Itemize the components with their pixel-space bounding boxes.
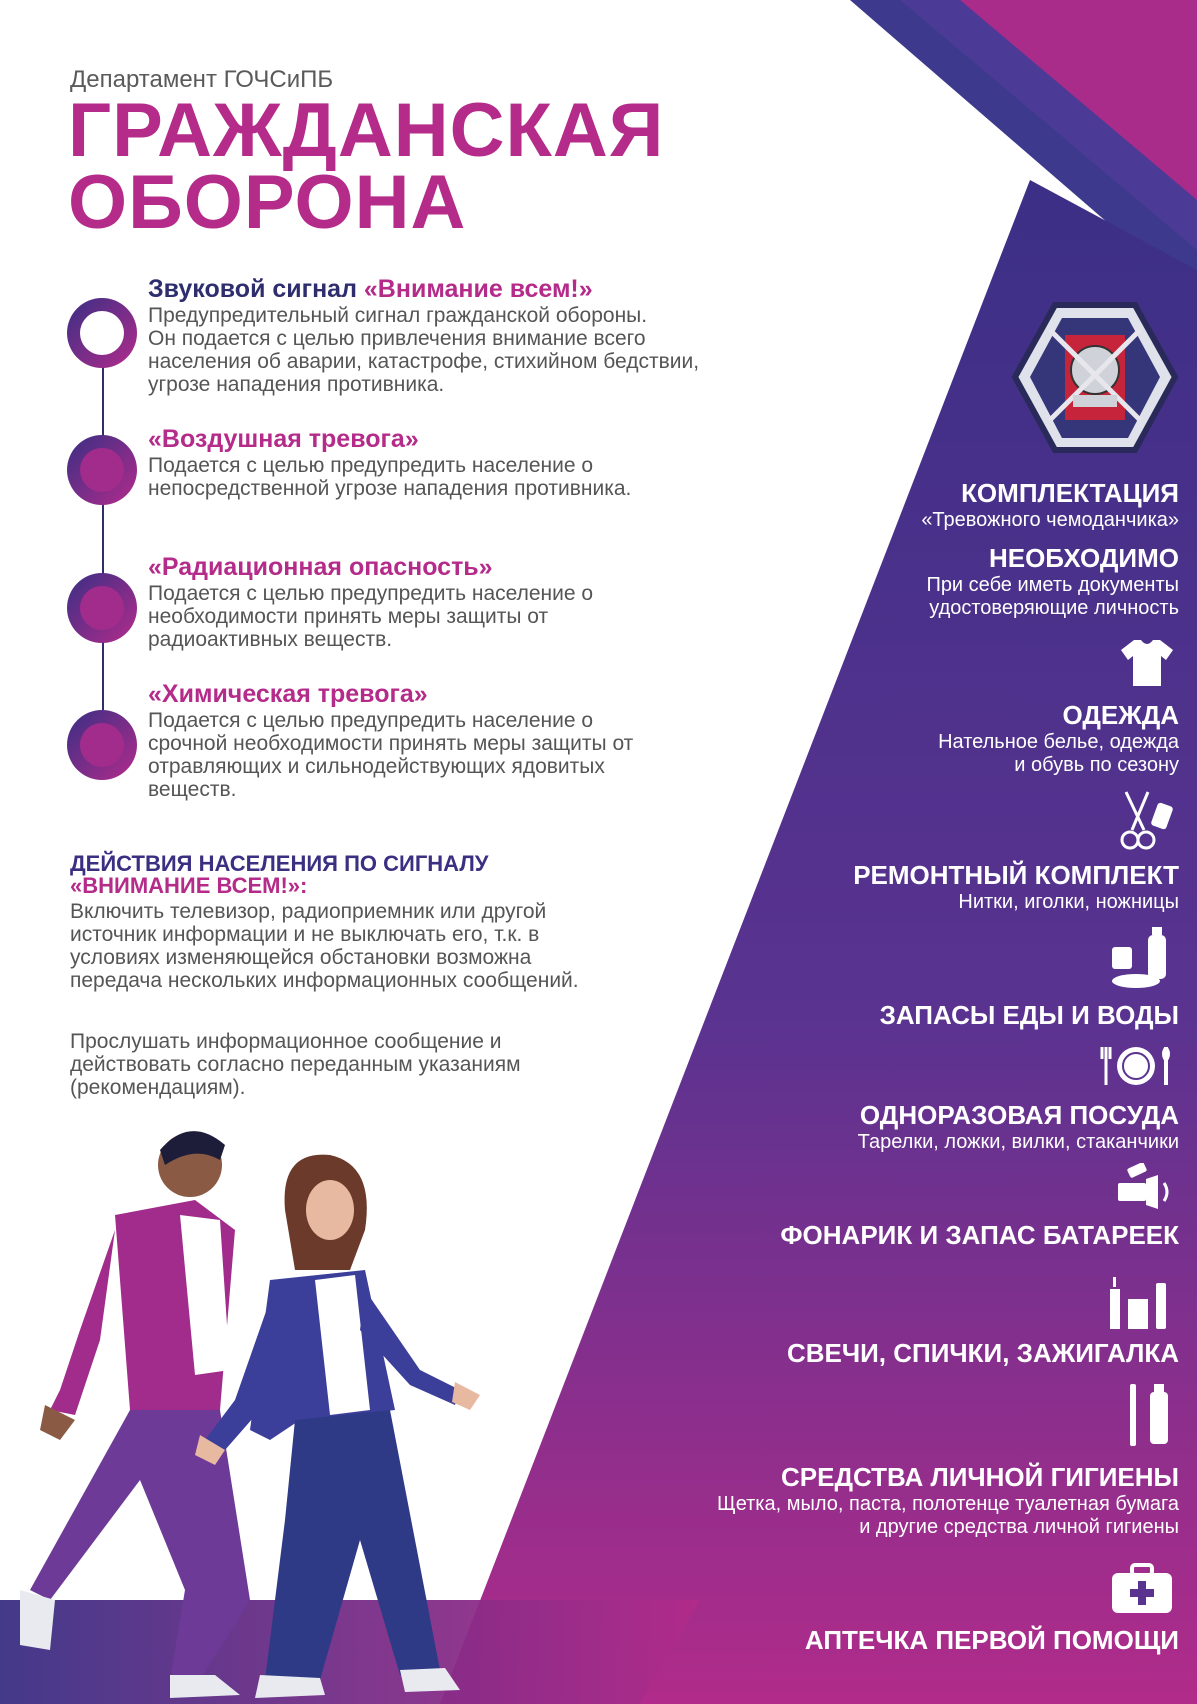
food-water-icon	[1110, 925, 1172, 989]
plate-cutlery-icon	[1100, 1045, 1172, 1087]
signal-text-line: Предупредительный сигнал гражданской обороны.	[148, 304, 648, 327]
signal-marker	[67, 573, 137, 643]
kit-item	[659, 1220, 1179, 1251]
actions-text-line: источник информации и не выключать его, т.к. в	[70, 923, 540, 946]
toothbrush-icon	[1126, 1382, 1172, 1448]
title-line-2: ОБОРОНА	[68, 160, 467, 245]
actions-text-line: Включить телевизор, радиоприемник или другой	[70, 900, 547, 923]
kit-item	[659, 1338, 1179, 1369]
actions-title	[70, 853, 488, 897]
kit-item-title: ОДНОРАЗОВАЯ ПОСУДА	[859, 1100, 1179, 1130]
signal-text	[148, 304, 788, 396]
kit-item-title: НЕОБХОДИМО	[988, 543, 1179, 573]
kit-item-text: и другие средства личной гигиены	[859, 1516, 1179, 1538]
scissors-icon	[1118, 790, 1174, 854]
kit-item	[659, 1625, 1179, 1656]
candles-matches-icon	[1110, 1275, 1170, 1330]
signal-title-accent: «Внимание всем!»	[363, 275, 593, 303]
kit-header	[659, 478, 1179, 532]
kit-item	[659, 860, 1179, 914]
kit-item-title: ЗАПАСЫ ЕДЫ И ВОДЫ	[879, 1000, 1179, 1030]
signal-text-line: населения об аварии, катастрофе, стихийном бедствии,	[148, 350, 700, 373]
kit-item-title: СВЕЧИ, СПИЧКИ, ЗАЖИГАЛКА	[786, 1338, 1179, 1368]
signal-text-line: радиоактивных веществ.	[148, 628, 393, 651]
kit-item-text: Щетка, мыло, паста, полотенце туалетная бумага	[716, 1493, 1179, 1515]
signal-marker	[67, 298, 137, 368]
actions-text-line: действовать согласно переданным указаниям	[70, 1053, 521, 1076]
signal-text-line: непосредственной угрозе нападения противника.	[148, 477, 632, 500]
kit-title: КОМПЛЕКТАЦИЯ	[961, 478, 1179, 508]
actions-text-line: (рекомендациям).	[70, 1076, 246, 1099]
kit-item-text: При себе иметь документы	[926, 574, 1179, 596]
kit-item-title: РЕМОНТНЫЙ КОМПЛЕКТ	[853, 860, 1179, 890]
signal-item	[148, 275, 788, 396]
signal-text-line: Подается с целью предупредить население о	[148, 709, 594, 732]
walking-people-illustration	[20, 1120, 520, 1704]
signal-title	[148, 275, 788, 304]
signal-text-line: срочной необходимости принять меры защиты от	[148, 732, 634, 755]
emblem-icon	[1010, 300, 1180, 455]
kit-item	[659, 700, 1179, 777]
actions-title-line-1: ДЕЙСТВИЯ НАСЕЛЕНИЯ ПО СИГНАЛУ	[70, 851, 489, 876]
actions-text-line: Прослушать информационное сообщение и	[70, 1030, 502, 1053]
actions-text-line: передача нескольких информационных сообщений.	[70, 969, 579, 992]
signal-text-line: необходимости принять меры защиты от	[148, 605, 549, 628]
kit-item-title: СРЕДСТВА ЛИЧНОЙ ГИГИЕНЫ	[780, 1462, 1179, 1492]
signal-title-prefix: Звуковой сигнал	[148, 275, 364, 303]
actions-text-line: условиях изменяющейся обстановки возможна	[70, 946, 532, 969]
actions-paragraph	[70, 900, 670, 992]
signal-marker	[67, 435, 137, 505]
kit-item-text: Нательное белье, одежда	[938, 731, 1179, 753]
kit-item-title: ФОНАРИК И ЗАПАС БАТАРЕЕК	[780, 1220, 1179, 1250]
signal-text-line: Подается с целью предупредить население о	[148, 582, 594, 605]
kit-subtitle: «Тревожного чемоданчика»	[921, 509, 1179, 531]
signal-title: «Воздушная тревога»	[148, 425, 419, 453]
kit-item-title: ОДЕЖДА	[1062, 700, 1179, 730]
signal-title: «Радиационная опасность»	[148, 553, 493, 581]
flashlight-icon	[1114, 1163, 1174, 1211]
signal-text-line: веществ.	[148, 778, 237, 801]
kit-item-text: Нитки, иголки, ножницы	[958, 891, 1179, 913]
signal-text-line: отравляющих и сильнодействующих ядовитых	[148, 755, 605, 778]
signal-text-line: Он подается с целью привлечения внимание всего	[148, 327, 646, 350]
signal-text-line: угрозе нападения противника.	[148, 373, 445, 396]
kit-item-text: и обувь по сезону	[1014, 754, 1179, 776]
first-aid-kit-icon	[1110, 1563, 1174, 1615]
kit-item	[659, 1462, 1179, 1539]
kit-item-text: удостоверяющие личность	[929, 597, 1179, 619]
signal-title: «Химическая тревога»	[148, 680, 428, 708]
actions-title-line-2: «ВНИМАНИЕ ВСЕМ!»:	[70, 873, 308, 898]
signal-text-line: Подается с целью предупредить население о	[148, 454, 594, 477]
kit-item-text: Тарелки, ложки, вилки, стаканчики	[857, 1131, 1179, 1153]
timeline-line	[102, 350, 104, 710]
kit-item	[659, 543, 1179, 620]
tshirt-icon	[1120, 638, 1174, 688]
title-line-1: ГРАЖДАНСКАЯ	[68, 88, 665, 173]
department-name: Департамент ГОЧСиПБ	[70, 66, 334, 93]
kit-item	[659, 1100, 1179, 1154]
actions-paragraph	[70, 1030, 670, 1099]
kit-item	[659, 1000, 1179, 1031]
page-title	[68, 88, 665, 245]
signal-marker	[67, 710, 137, 780]
kit-item-title: АПТЕЧКА ПЕРВОЙ ПОМОЩИ	[804, 1625, 1179, 1655]
